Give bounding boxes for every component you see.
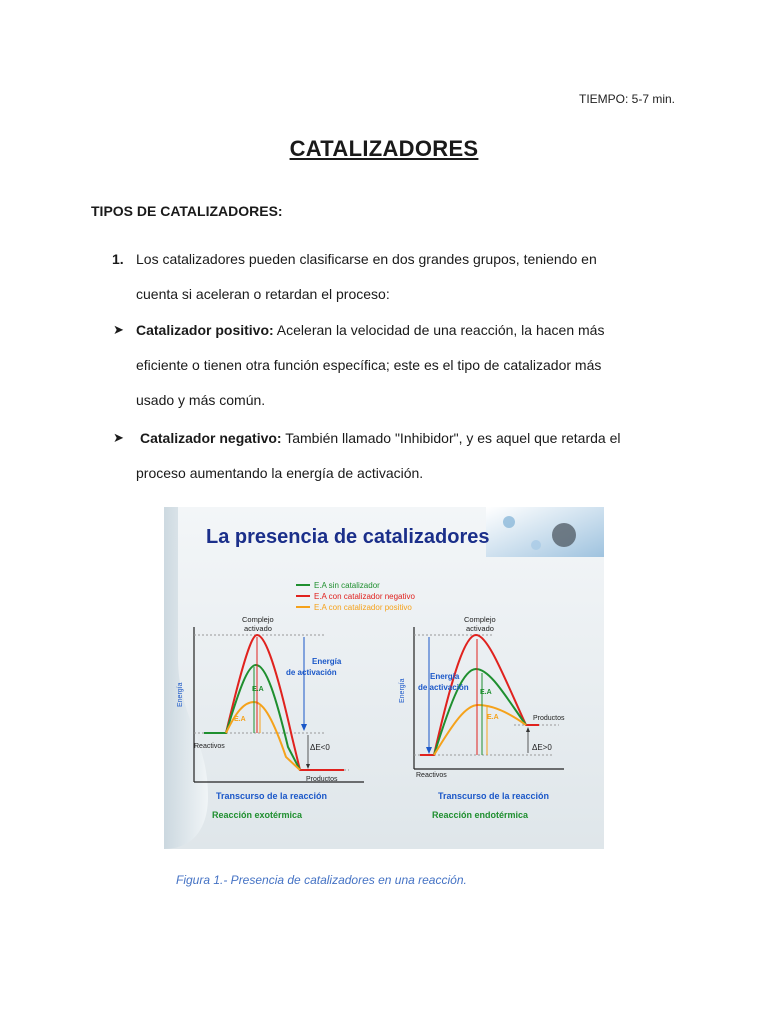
productos-label: Productos <box>533 715 565 722</box>
delta-label: ΔE<0 <box>310 743 330 752</box>
ea-green-label: E.A <box>480 689 492 696</box>
ea-orange-label: E.A <box>234 716 246 723</box>
delta-label: ΔE>0 <box>532 743 552 752</box>
positive-line2: eficiente o tienen otra función específica; este es el tipo de catalizador más <box>136 357 602 373</box>
x-axis-label: Transcurso de la reacción <box>216 791 328 801</box>
section-title: TIPOS DE CATALIZADORES: <box>91 203 283 219</box>
complejo-label: Complejo <box>242 615 274 624</box>
complejo-label: Complejo <box>464 615 496 624</box>
legend-item: E.A sin catalizador <box>314 581 380 590</box>
ea-green-label: E.A <box>252 686 264 693</box>
negative-line1: También llamado "Inhibidor", y es aquel que retarda el <box>281 430 621 446</box>
x-axis-label: Transcurso de la reacción <box>438 791 550 801</box>
ea-orange-label: E.A <box>487 714 499 721</box>
arrow-bullet-icon: ➤ <box>113 430 124 445</box>
item1-line1: Los catalizadores pueden clasificarse en dos grandes grupos, teniendo en <box>136 251 597 267</box>
activacion-label: de activación <box>286 668 337 677</box>
time-label: TIEMPO: 5-7 min. <box>579 92 676 106</box>
positive-line3: usado y más común. <box>136 392 266 408</box>
reaction-type-label: Reacción exotérmica <box>212 810 303 820</box>
activado-label: activado <box>466 624 494 633</box>
arrow-bullet-icon: ➤ <box>113 322 124 337</box>
negative-line2: proceso aumentando la energía de activación. <box>136 465 424 481</box>
figure-caption: Figura 1.- Presencia de catalizadores en una reacción. <box>176 873 467 887</box>
reactivos-label: Reactivos <box>194 743 225 750</box>
legend-item: E.A con catalizador negativo <box>314 592 415 601</box>
bullet-negative <box>136 421 680 491</box>
productos-label: Productos <box>306 776 338 783</box>
y-axis-label: Energía <box>399 678 406 703</box>
reaction-type-label: Reacción endotérmica <box>432 810 529 820</box>
item1-text <box>136 242 676 312</box>
figure-banner-title: La presencia de catalizadores <box>206 526 490 548</box>
energia-label: Energía <box>430 672 460 681</box>
activacion-label: de activación <box>418 683 469 692</box>
positive-line1: Aceleran la velocidad de una reacción, la hacen más <box>273 322 605 338</box>
catalyst-figure <box>164 507 604 849</box>
reactivos-label: Reactivos <box>416 772 447 779</box>
list-number: 1. <box>112 251 124 267</box>
positive-label: Catalizador positivo: <box>136 322 274 338</box>
legend-item: E.A con catalizador positivo <box>314 603 412 612</box>
activado-label: activado <box>244 624 272 633</box>
page-title: CATALIZADORES <box>289 136 479 161</box>
item1-line2: cuenta si aceleran o retardan el proceso: <box>136 286 390 302</box>
bullet-positive <box>136 313 676 418</box>
y-axis-label: Energía <box>177 682 184 707</box>
negative-label: Catalizador negativo: <box>140 430 282 446</box>
energia-label: Energía <box>312 657 342 666</box>
decorative-photo-icon <box>486 507 604 557</box>
